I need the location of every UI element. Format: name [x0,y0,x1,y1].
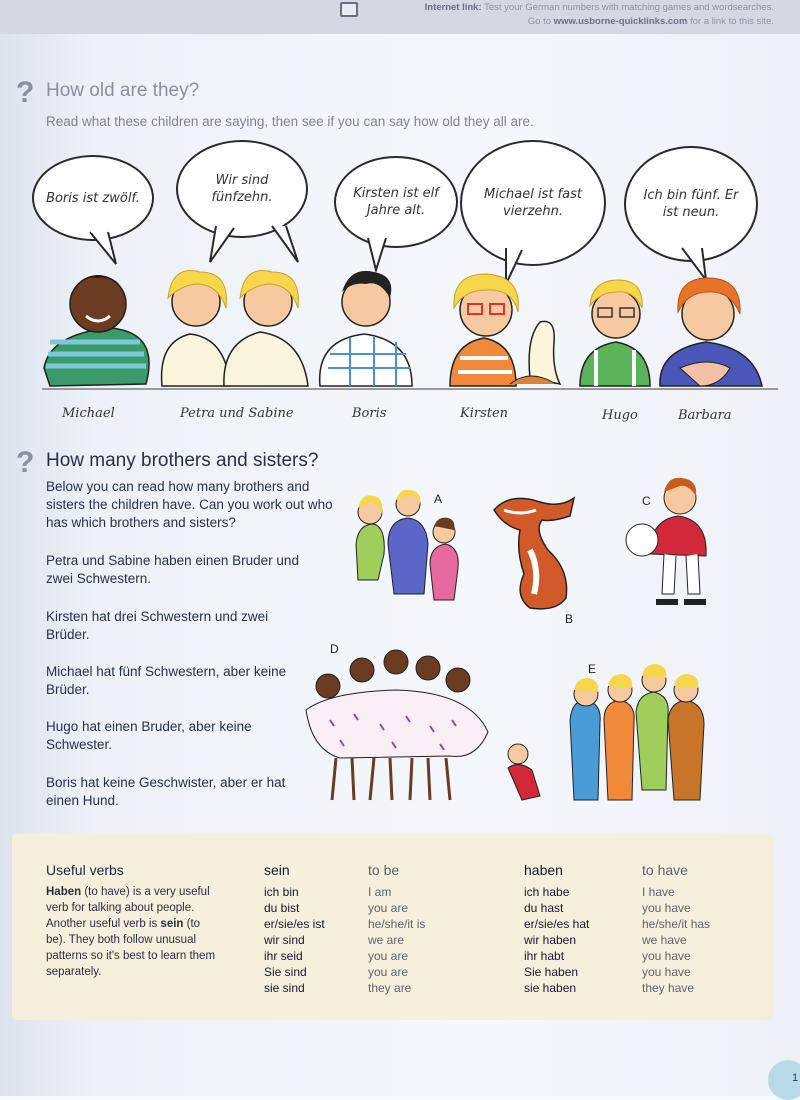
picture-d-five-sisters [300,640,496,810]
picture-letter-b: B [565,612,574,626]
picture-c-boy-football [620,474,720,624]
statement-hugo: Hugo hat einen Bruder, aber keine Schwester. [46,719,252,752]
name-michael: Michael [62,406,115,421]
question-mark-icon: ? [16,76,35,109]
statement-boris: Boris hat keine Geschwister, aber er hat einen Hund. [46,775,286,808]
haben-translations: I have you have he/she/it has we have you have you have they have [642,885,711,995]
michael-figure [44,275,149,386]
picture-letter-e: E [588,662,597,676]
picture-b-dog [490,490,590,614]
age-heading: How old are they? [46,80,200,101]
page-number-badge [768,1060,800,1100]
name-petra-sabine: Petra und Sabine [180,406,294,421]
sein-header: sein [264,862,290,878]
name-barbara: Barbara [678,408,732,423]
useful-verbs-title: Useful verbs [46,862,124,878]
sein-translations: I am you are he/she/it is we are you are you are they are [368,885,426,995]
useful-verbs-box [12,834,774,1020]
haben-header: haben [524,862,563,878]
useful-verbs-description: Haben (to have) is a very useful verb for talking about people. Another useful verb is sein (to be). They both follow unusual patterns so it's best to learn them separately. [46,886,216,978]
ground-line [42,388,778,390]
petra-sabine-figure [162,270,308,386]
statement-petra-sabine: Petra und Sabine haben einen Bruder und zwei Schwestern. [46,553,299,586]
name-boris: Boris [352,406,387,421]
speech-bubble-barbara: Ich bin fünf. Er ist neun. [624,146,758,262]
siblings-intro: Below you can read how many brothers and sisters the children have. Can you work out who has which brothers and sisters? [46,479,333,530]
sein-forms: ich bin du bist er/sie/es ist wir sind ihr seid Sie sind sie sind [264,885,325,995]
picture-letter-a: A [434,492,443,506]
internet-link-bar [0,0,800,34]
monitor-icon [340,2,358,17]
internet-link-line1: Internet link: Test your German numbers with matching games and wordsearches. [424,2,774,13]
statement-kirsten: Kirsten hat drei Schwestern und zwei Brüder. [46,609,269,642]
hugo-figure [580,280,650,386]
name-hugo: Hugo [602,408,638,423]
internet-link-line2: Go to www.usborne-quicklinks.com for a link to this site. [527,16,774,27]
page-number: 1 [792,1072,799,1084]
boris-figure [320,271,412,386]
age-intro: Read what these children are saying, then see if you can say how old they all are. [46,114,534,129]
kirsten-figure [450,274,560,386]
siblings-heading: How many brothers and sisters? [46,450,319,471]
speech-bubble-boris: Boris ist zwölf. [32,155,154,241]
speech-bubble-petra-sabine: Wir sind fünfzehn. [176,140,308,238]
statement-michael: Michael hat fünf Schwestern, aber keine Brüder. [46,664,287,697]
picture-a-family [350,484,470,614]
name-kirsten: Kirsten [460,406,509,421]
children-illustration [40,258,800,392]
speech-bubble-kirsten: Kirsten ist elf Jahre alt. [334,156,458,248]
quicklinks-url[interactable]: www.usborne-quicklinks.com [553,16,688,27]
speech-bubble-michael: Michael ist fast vierzehn. [460,140,606,266]
question-mark-icon: ? [16,446,35,479]
haben-forms: ich habe du hast er/sie/es hat wir haben ihr habt Sie haben sie haben [524,885,590,995]
haben-header-en: to have [642,862,688,878]
barbara-figure [660,278,762,386]
picture-letter-d: D [330,642,339,656]
picture-e-siblings [500,660,720,810]
sein-header-en: to be [368,862,400,878]
picture-letter-c: C [642,494,651,508]
